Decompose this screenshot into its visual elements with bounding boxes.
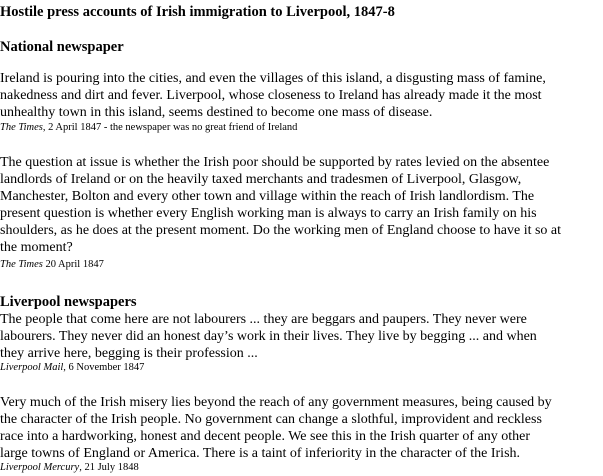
quote-line: they arrive here, begging is their profession ... (0, 346, 258, 361)
source-details: , 6 November 1847 (63, 362, 145, 373)
quote-line: labourers. They never did an honest day’s work in their lives. They live by begging ... and when (0, 329, 537, 344)
quote-line: The question at issue is whether the Irish poor should be supported by rates levied on the absentee (0, 155, 550, 170)
quote-liverpool-mail (0, 311, 603, 362)
source-publication: Liverpool Mercury (0, 462, 80, 473)
quote-line: the moment? (0, 240, 73, 255)
document-title: Hostile press accounts of Irish immigration to Liverpool, 1847-8 (0, 4, 395, 20)
source-details: , 21 July 1848 (79, 462, 139, 473)
source-citation (0, 462, 139, 474)
source-citation (0, 362, 144, 374)
section-heading-national: National newspaper (0, 39, 124, 55)
quote-line: unhealthy town in this island, seems destined to become one mass of disease. (0, 105, 433, 120)
source-details: , 2 April 1847 - the newspaper was no great friend of Ireland (42, 122, 298, 133)
quote-times-april-2 (0, 70, 603, 121)
source-publication: The Times (0, 259, 43, 270)
source-citation (0, 122, 297, 134)
source-publication: The Times (0, 122, 43, 133)
quote-line: shoulders, as he does at the present moment. Do the working men of England choose to have it so at (0, 223, 562, 238)
quote-line: Manchester, Bolton and every other town and village within the reach of Irish landlordism. The (0, 189, 535, 204)
quote-line: large towns of England or America. There is a taint of inferiority in the character of the Irish. (0, 446, 521, 461)
source-citation (0, 259, 104, 271)
quote-line: Ireland is pouring into the cities, and even the villages of this island, a disgusting mass of famine, (0, 71, 546, 86)
quote-liverpool-mercury (0, 394, 603, 462)
source-publication: Liverpool Mail (0, 362, 64, 373)
source-details: 20 April 1847 (42, 259, 104, 270)
quote-line: the character of the Irish people. No government can change a slothful, improvident and reckless (0, 412, 542, 427)
quote-line: nakedness and dirt and fever. Liverpool, whose closeness to Ireland has already made it the most (0, 88, 542, 103)
quote-line: race into a hardworking, honest and decent people. We see this in the Irish quarter of any other (0, 429, 531, 444)
quote-line: present question is whether every English working man is always to carry an Irish family on his (0, 206, 537, 221)
quote-line: Very much of the Irish misery lies beyond the reach of any government measures, being caused by (0, 395, 552, 410)
quote-times-april-20 (0, 154, 603, 256)
quote-line: landlords of Ireland or on the heavily taxed merchants and tradesmen of Liverpool, Glasgow, (0, 172, 522, 187)
section-heading-liverpool: Liverpool newspapers (0, 294, 137, 310)
quote-line: The people that come here are not labourers ... they are beggars and paupers. They never were (0, 312, 527, 327)
